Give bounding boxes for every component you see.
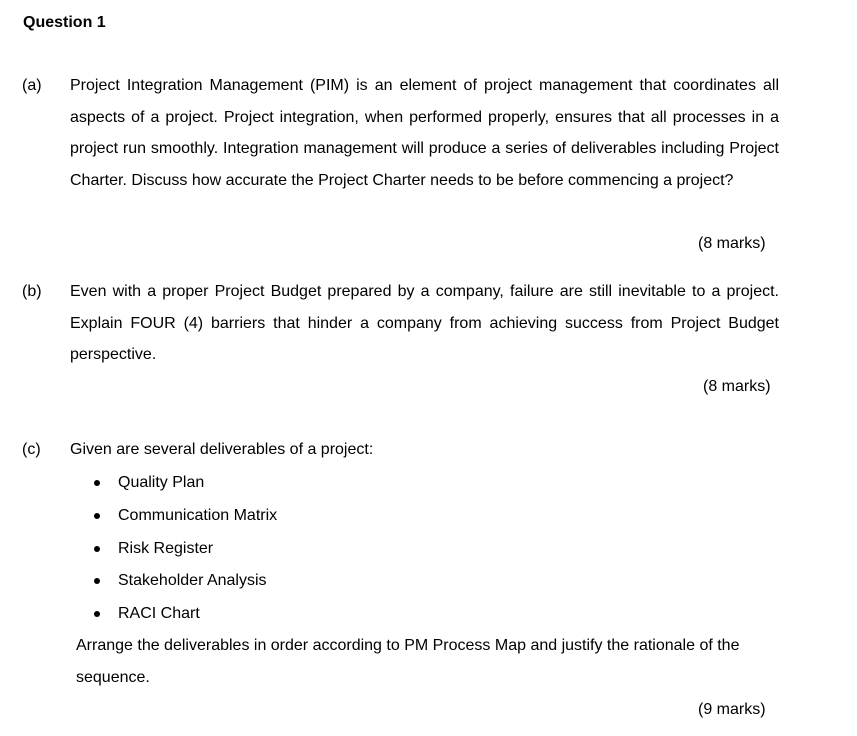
deliverables-list (94, 467, 277, 631)
list-item: Communication Matrix (94, 500, 277, 533)
list-item: RACI Chart (94, 598, 277, 631)
part-c-text: Arrange the deliverables in order according to PM Process Map and justify the rationale of the sequence. (76, 637, 740, 686)
part-b-text: Even with a proper Project Budget prepared by a company, failure are still inevitable to a project. Explain FOUR (4) barriers that hinder a company from achieving success from Project Budget perspective. (70, 283, 779, 363)
part-a-marks: (8 marks) (698, 235, 766, 252)
part-b-label: (b) (22, 283, 42, 300)
part-c-label: (c) (22, 441, 41, 458)
question-title: Question 1 (23, 14, 106, 31)
list-item: Stakeholder Analysis (94, 565, 277, 598)
part-c-intro: Given are several deliverables of a project: (70, 441, 374, 458)
part-b-marks: (8 marks) (703, 378, 771, 395)
list-item: Quality Plan (94, 467, 277, 500)
part-c-marks: (9 marks) (698, 701, 766, 718)
part-a-text: Project Integration Management (PIM) is an element of project management that coordinates all aspects of a project. Project integration, when performed properly, ensures that all processes in a project run smoothly. Integration management will produce a series of deliverables including Project Charter. Discuss how accurate the Project Charter needs to be before commencing a project? (70, 77, 779, 189)
list-item: Risk Register (94, 533, 277, 566)
part-a-label: (a) (22, 77, 42, 94)
